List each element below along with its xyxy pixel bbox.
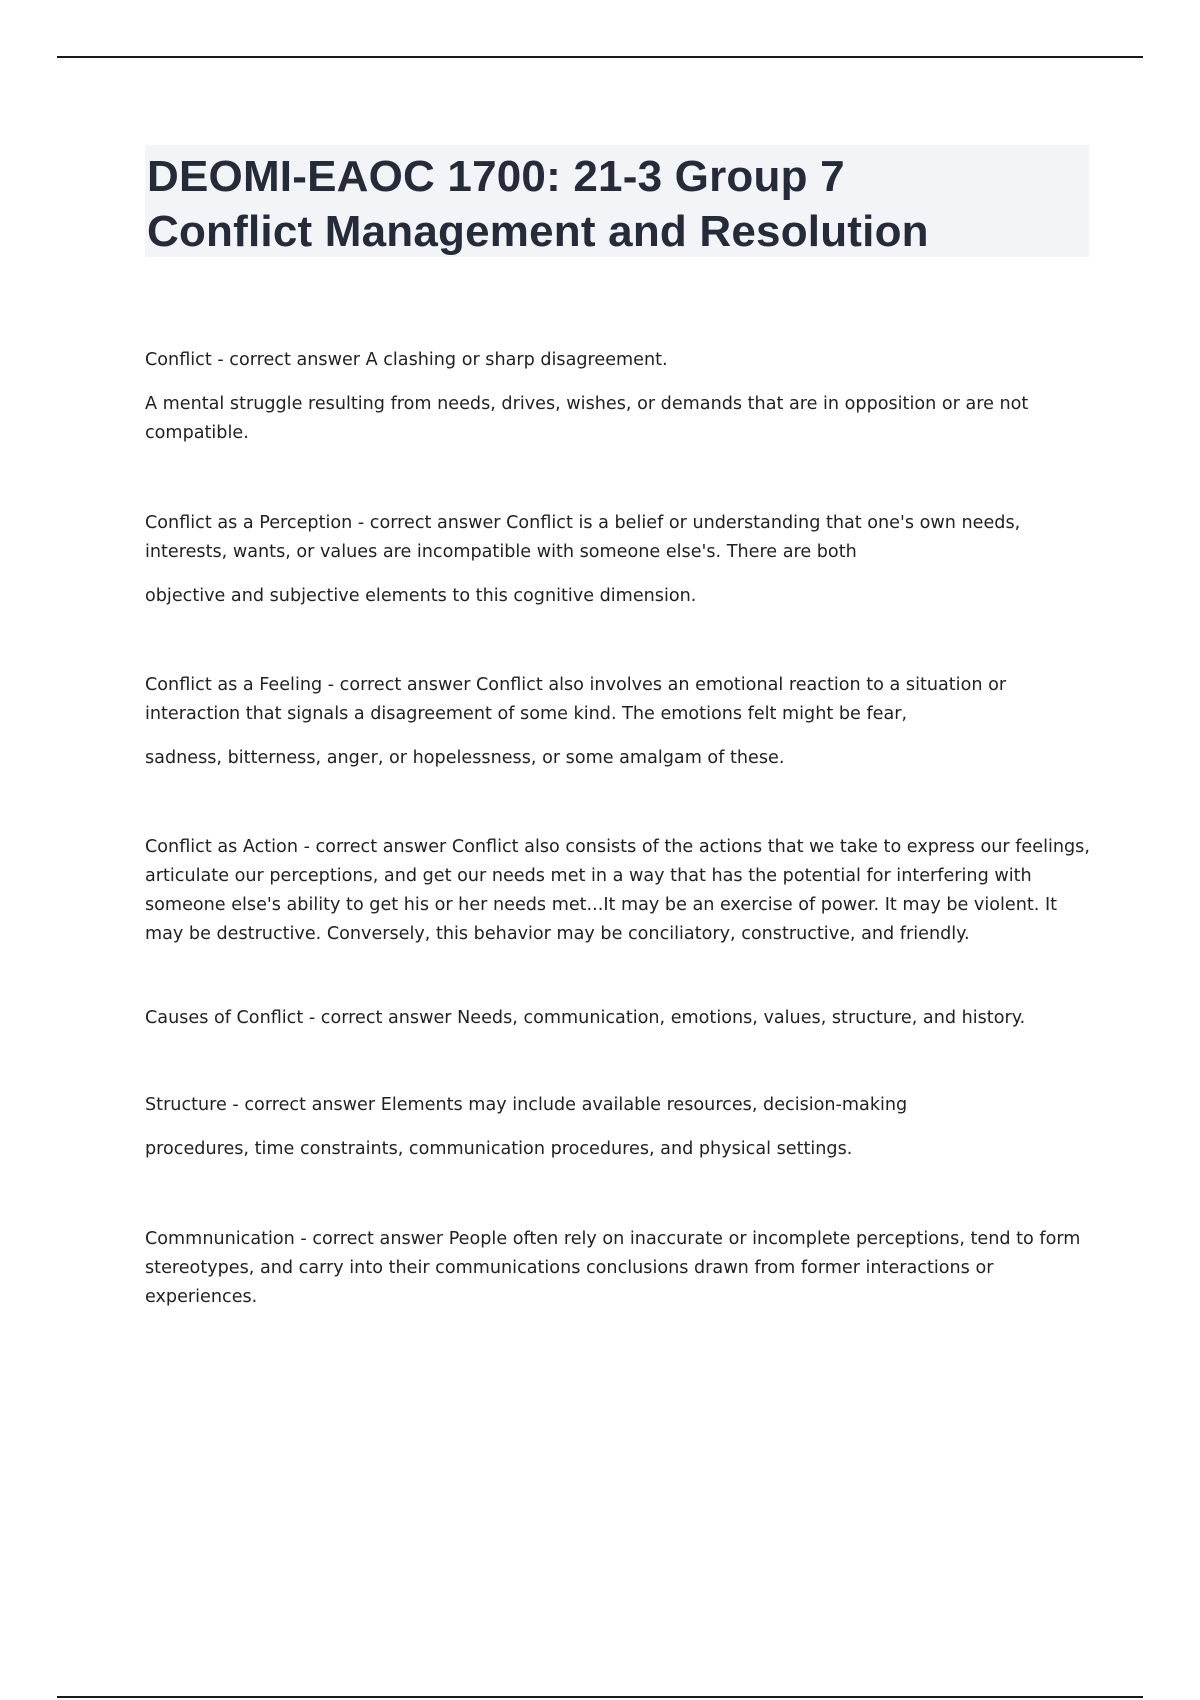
entry-conflict-perception	[145, 509, 1090, 611]
title-line-1: DEOMI-EAOC 1700: 21-3 Group 7	[147, 152, 845, 201]
entry-paragraph: sadness, bitterness, anger, or hopelessness, or some amalgam of these.	[145, 748, 785, 768]
title-line-2: Conflict Management and Resolution	[147, 207, 929, 256]
entry-paragraph: Conflict as Action - correct answer Conflict also consists of the actions that we take to express our feelings, articulate our perceptions, and get our needs met in a way that has the potential for interfering with someone else's ability to get his or her needs met...It may be an exercise of power. It may be violent. It may be destructive. Conversely, this behavior may be conciliatory, constructive, and friendly.	[145, 837, 1090, 944]
entry-conflict-feeling	[145, 671, 1090, 773]
entry-paragraph: Conflict as a Feeling - correct answer Conflict also involves an emotional reaction to a situation or interaction that signals a disagreement of some kind. The emotions felt might be fear,	[145, 675, 1007, 724]
bottom-divider	[57, 1696, 1143, 1698]
entry-paragraph: Commnunication - correct answer People often rely on inaccurate or incomplete perceptions, tend to form stereotypes, and carry into their communications conclusions drawn from former interactions or experiences.	[145, 1229, 1081, 1307]
entry-paragraph: objective and subjective elements to this cognitive dimension.	[145, 586, 697, 606]
entry-paragraph: Causes of Conflict - correct answer Needs, communication, emotions, values, structure, and history.	[145, 1008, 1026, 1028]
entry-paragraph: Conflict as a Perception - correct answer Conflict is a belief or understanding that one's own needs, interests, wants, or values are incompatible with someone else's. There are both	[145, 513, 1021, 562]
document-title	[145, 145, 1089, 259]
entry-communication	[145, 1225, 1090, 1312]
entry-paragraph: procedures, time constraints, communication procedures, and physical settings.	[145, 1139, 853, 1159]
top-divider	[57, 56, 1143, 58]
entry-paragraph: Conflict - correct answer A clashing or sharp disagreement.	[145, 350, 668, 370]
entry-paragraph: A mental struggle resulting from needs, drives, wishes, or demands that are in opposition or are not compatible.	[145, 394, 1029, 443]
title-block	[145, 145, 1089, 257]
entry-conflict-action	[145, 833, 1090, 949]
document-body	[145, 346, 1090, 1312]
entry-paragraph: Structure - correct answer Elements may include available resources, decision-making	[145, 1095, 908, 1115]
entry-conflict	[145, 346, 1090, 448]
entry-structure	[145, 1091, 1090, 1164]
entry-causes-of-conflict	[145, 1004, 1090, 1033]
